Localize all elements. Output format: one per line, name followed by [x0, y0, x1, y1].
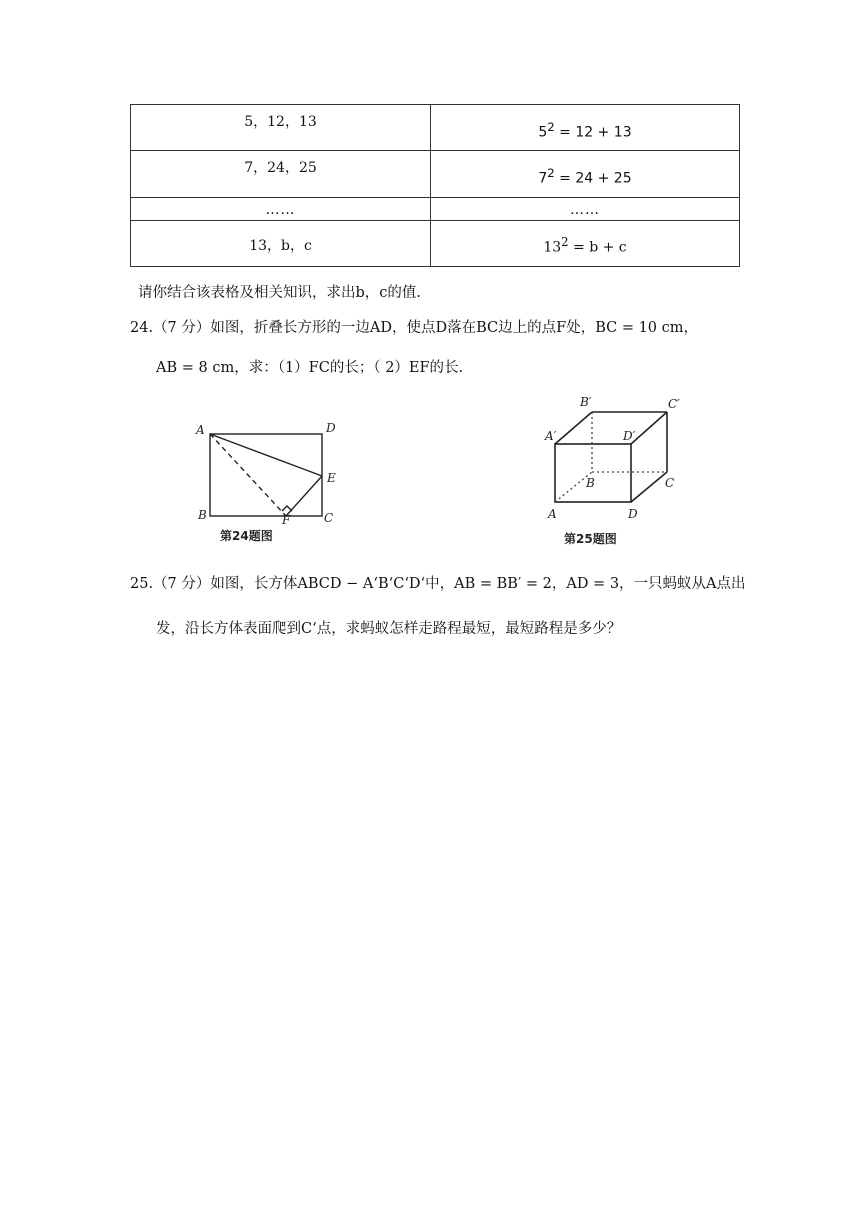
rectangle-abcd [210, 434, 322, 516]
question-25-line-1: 25.（7 分）如图，长方体ABCD − A‘B‘C‘D‘中，AB = BB′ = 2，AD = 3，一只蚂蚁从A点出 [130, 576, 746, 592]
table-cell [431, 151, 740, 197]
base: 5 [538, 124, 548, 141]
question-24-line-1: 24.（7 分）如图，折叠长方形的一边AD，使点D落在BC边上的点F处，BC = 10 cm， [130, 320, 699, 336]
label-c-prime: C′ [668, 397, 680, 411]
table-row [131, 197, 740, 220]
table-cell: 13，b，c [131, 220, 431, 266]
label-b-prime: B′ [580, 395, 592, 409]
table-row [131, 151, 740, 197]
label-d: D [326, 421, 336, 435]
prompt-line: 请你结合该表格及相关知识，求出b，c的值. [138, 285, 422, 301]
label-f: F [282, 513, 291, 527]
label-d: D [628, 507, 638, 521]
question-25-line-2: 发，沿长方体表面爬到C‘点，求蚂蚁怎样走路程最短，最短路程是多少？ [156, 621, 622, 637]
exponent: 2 [547, 166, 555, 181]
equation-rest: = 12 + 13 [554, 124, 632, 141]
label-a-prime: A′ [545, 429, 557, 443]
figure-25 [540, 390, 700, 550]
label-b: B [198, 508, 207, 522]
table-row [131, 105, 740, 151]
table-cell: 7，24，25 [131, 151, 431, 197]
right-angle-mark [282, 506, 292, 511]
table-cell: 5，12，13 [131, 105, 431, 151]
pattern-table [130, 104, 740, 267]
exponent: 2 [547, 120, 555, 134]
figure-24 [190, 418, 350, 550]
fold-line-ae [210, 434, 322, 476]
table-cell: …… [431, 197, 740, 220]
base: 13 [543, 239, 562, 256]
table-cell [431, 220, 740, 266]
front-face [555, 444, 631, 502]
equation-rest: = 24 + 25 [554, 170, 632, 187]
label-d-prime: D′ [623, 429, 636, 443]
figure-25-caption: 第25题图 [564, 532, 617, 546]
label-b: B [586, 476, 595, 490]
figure-24-caption: 第24题图 [220, 529, 273, 543]
question-24-line-2: AB = 8 cm，求：（1）FC的长；（ 2）EF的长. [156, 360, 464, 376]
label-c: C [324, 511, 334, 525]
label-c: C [665, 476, 675, 490]
base: 7 [538, 170, 548, 187]
exponent: 2 [561, 234, 569, 249]
equation-rest: = b + c [568, 239, 627, 256]
label-a: A [196, 423, 205, 437]
label-a: A [548, 507, 557, 521]
label-e: E [327, 471, 336, 485]
table-cell: …… [131, 197, 431, 220]
table-row [131, 220, 740, 266]
table-cell [431, 105, 740, 151]
dashed-line-af [210, 434, 286, 516]
